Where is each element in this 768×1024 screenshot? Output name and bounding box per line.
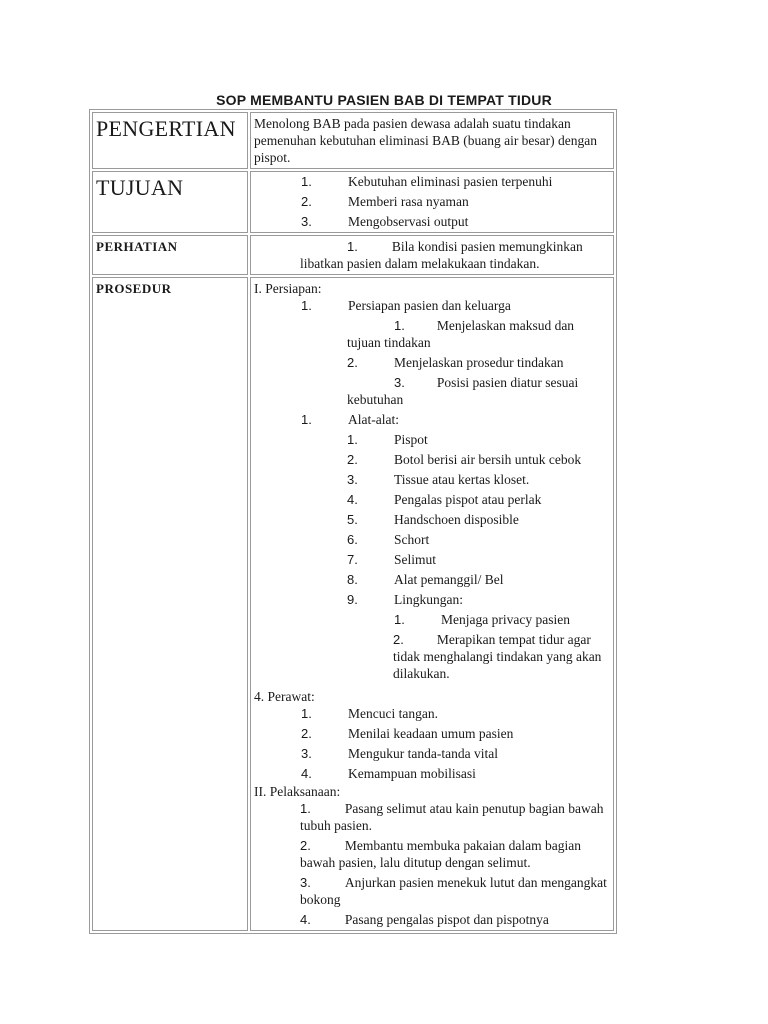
list-item — [254, 531, 610, 548]
list-item — [254, 511, 610, 528]
item-number: 1. — [347, 432, 358, 447]
list-item — [254, 631, 610, 682]
page-title: SOP MEMBANTU PASIEN BAB DI TEMPAT TIDUR — [216, 92, 552, 108]
item-number: 3. — [301, 746, 312, 761]
item-number: 4. — [301, 766, 312, 781]
item-number: 1. — [394, 612, 405, 627]
item-text: Menjaga privacy pasien — [441, 612, 570, 627]
item-number: 1. — [394, 318, 405, 333]
list-item — [254, 571, 610, 588]
item-number: 2. — [347, 452, 358, 467]
row-perhatian — [92, 235, 614, 275]
label-tujuan: TUJUAN — [96, 175, 184, 200]
list-item — [254, 911, 610, 928]
item-number: 6. — [347, 532, 358, 547]
item-text: Pasang pengalas pispot dan pispotnya — [344, 912, 549, 927]
item-number: 2. — [300, 838, 311, 853]
pengertian-text: Menolong BAB pada pasien dewasa adalah suatu tindakan pemenuhan kebutuhan eliminasi BAB (buang air besar) dengan pispot. — [254, 116, 598, 165]
row-pengertian — [92, 112, 614, 169]
item-number: 1. — [300, 801, 311, 816]
item-number: 7. — [347, 552, 358, 567]
item-text: Persiapan pasien dan keluarga — [348, 298, 511, 313]
item-number: 4. — [300, 912, 311, 927]
list-item — [254, 374, 610, 408]
item-number: 4. — [347, 492, 358, 507]
label-perhatian: PERHATIAN — [96, 239, 178, 254]
item-text: Pispot — [394, 432, 428, 447]
item-number: 2. — [301, 194, 312, 209]
row-prosedur — [92, 277, 614, 931]
item-text-body: Bila kondisi pasien memungkinkan libatkan pasien dalam melakukaan tindakan. — [300, 239, 583, 271]
section-heading-perawat: 4. Perawat: — [254, 689, 315, 704]
item-text: Pengalas pispot atau perlak — [394, 492, 542, 507]
list-item — [254, 297, 610, 314]
label-cell-prosedur — [92, 277, 248, 931]
item-text: Schort — [394, 532, 430, 547]
item-text: Merapikan tempat tidur agar tidak menghalangi tindakan yang akan dilakukan. — [393, 632, 602, 681]
list-item — [254, 705, 610, 722]
item-number: 3. — [300, 875, 311, 890]
list-item — [254, 491, 610, 508]
list-item — [254, 317, 610, 351]
item-number: 1. — [301, 412, 312, 427]
item-number: 8. — [347, 572, 358, 587]
item-number: 3. — [301, 214, 312, 229]
list-item — [254, 173, 610, 190]
item-text: Mengukur tanda-tanda vital — [348, 746, 498, 761]
item-text: Botol berisi air bersih untuk cebok — [394, 452, 582, 467]
item-text: Anjurkan pasien menekuk lutut dan mengangkat bokong — [300, 875, 607, 907]
list-item — [254, 431, 610, 448]
label-cell-tujuan — [92, 171, 248, 233]
item-text: Memberi rasa nyaman — [348, 194, 469, 209]
list-item — [254, 837, 610, 871]
item-text: Mencuci tangan. — [348, 706, 438, 721]
item-number: 1. — [301, 174, 312, 189]
list-item — [254, 238, 610, 272]
list-item — [254, 193, 610, 210]
item-number: 3. — [347, 472, 358, 487]
item-text: Kebutuhan eliminasi pasien terpenuhi — [348, 174, 553, 189]
list-item — [254, 451, 610, 468]
list-item — [254, 745, 610, 762]
list-item — [254, 800, 610, 834]
item-text: Posisi pasien diatur sesuai kebutuhan — [347, 375, 579, 407]
item-text: Menilai keadaan umum pasien — [348, 726, 514, 741]
list-item — [254, 411, 610, 428]
item-number: 5. — [347, 512, 358, 527]
list-item — [254, 874, 610, 908]
item-text: Pasang selimut atau kain penutup bagian bawah tubuh pasien. — [300, 801, 604, 833]
label-pengertian: PENGERTIAN — [96, 116, 236, 141]
list-item — [254, 471, 610, 488]
item-number: 2. — [393, 632, 404, 647]
item-number: 3. — [394, 375, 405, 390]
item-number: 1. — [301, 706, 312, 721]
content-cell-tujuan — [250, 171, 614, 233]
list-item — [254, 354, 610, 371]
item-text: Handschoen disposible — [394, 512, 519, 527]
item-text — [300, 238, 610, 272]
content-cell-prosedur — [250, 277, 614, 931]
item-text: Mengobservasi output — [348, 214, 469, 229]
list-item — [254, 725, 610, 742]
section-heading-pelaksanaan: II. Pelaksanaan: — [254, 784, 341, 799]
list-item — [254, 611, 610, 628]
item-number: 2. — [347, 355, 358, 370]
label-cell-pengertian — [92, 112, 248, 169]
content-cell-pengertian — [250, 112, 614, 169]
label-cell-perhatian — [92, 235, 248, 275]
item-text: Kemampuan mobilisasi — [348, 766, 476, 781]
item-text: Tissue atau kertas kloset. — [394, 472, 530, 487]
item-number: 1. — [347, 239, 358, 254]
list-item — [254, 213, 610, 230]
item-number: 2. — [301, 726, 312, 741]
list-item — [254, 591, 610, 608]
list-item — [254, 551, 610, 568]
item-number: 1. — [301, 298, 312, 313]
item-text: Alat pemanggil/ Bel — [394, 572, 504, 587]
section-heading-persiapan: I. Persiapan: — [254, 281, 322, 296]
item-text: Menjelaskan maksud dan tujuan tindakan — [347, 318, 575, 350]
item-number: 9. — [347, 592, 358, 607]
item-text: Membantu membuka pakaian dalam bagian bawah pasien, lalu ditutup dengan selimut. — [300, 838, 582, 870]
list-item — [254, 765, 610, 782]
item-text: Menjelaskan prosedur tindakan — [394, 355, 564, 370]
item-text: Lingkungan: — [394, 592, 463, 607]
item-text: Alat-alat: — [348, 412, 399, 427]
content-cell-perhatian — [250, 235, 614, 275]
item-text: Selimut — [394, 552, 437, 567]
label-prosedur: PROSEDUR — [96, 281, 172, 296]
row-tujuan — [92, 171, 614, 233]
sop-table — [89, 109, 617, 934]
